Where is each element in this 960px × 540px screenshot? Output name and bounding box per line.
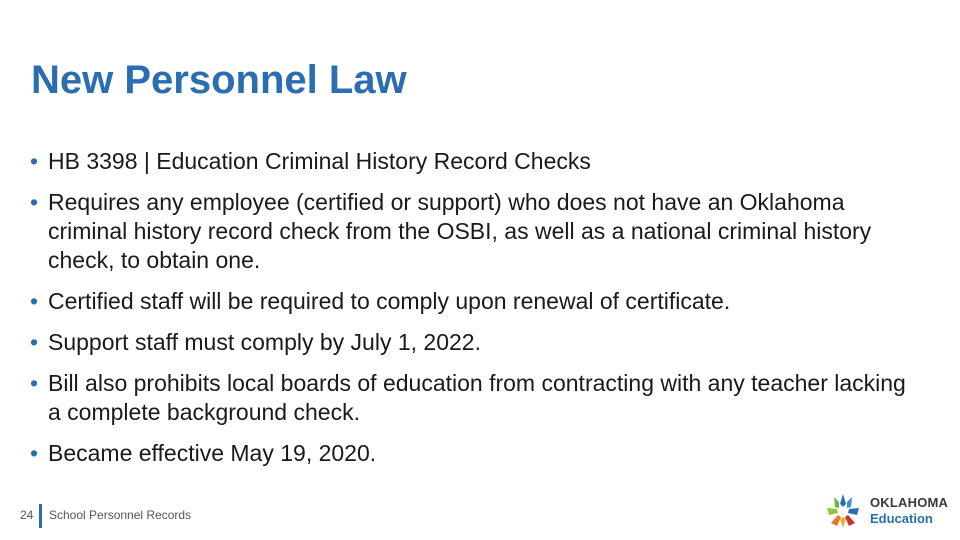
bullet-text: Became effective May 19, 2020. xyxy=(48,440,377,466)
bullet-text: Support staff must comply by July 1, 2022. xyxy=(48,329,481,355)
bullet-list xyxy=(30,147,910,480)
bullet-item xyxy=(30,147,910,176)
bullet-dot: • xyxy=(30,189,39,215)
bullet-text: HB 3398 | Education Criminal History Record Checks xyxy=(48,148,591,174)
bullet-item xyxy=(30,328,910,357)
bullet-dot: • xyxy=(30,288,39,314)
bullet-text: Bill also prohibits local boards of education from contracting with any teacher lacking a complete background check. xyxy=(48,370,906,425)
oklahoma-education-logo-icon xyxy=(822,490,864,532)
footer-section-label: School Personnel Records xyxy=(49,508,192,522)
bullet-item xyxy=(30,369,910,427)
bullet-dot: • xyxy=(30,329,39,355)
logo-text-education: Education xyxy=(870,511,933,526)
page-number: 24 xyxy=(20,508,34,522)
bullet-dot: • xyxy=(30,370,39,396)
bullet-dot: • xyxy=(30,440,39,466)
bullet-text: Certified staff will be required to comply upon renewal of certificate. xyxy=(48,288,731,314)
bullet-item xyxy=(30,439,910,468)
logo-text-oklahoma: OKLAHOMA xyxy=(870,495,949,510)
bullet-item xyxy=(30,287,910,316)
oklahoma-education-logo xyxy=(822,490,947,532)
bullet-text: Requires any employee (certified or support) who does not have an Oklahoma criminal history record check from the OSBI, as well as a national criminal history check, to obtain one. xyxy=(48,189,872,273)
bullet-dot: • xyxy=(30,148,39,174)
slide-title: New Personnel Law xyxy=(31,58,407,102)
footer-divider xyxy=(39,504,42,528)
bullet-item xyxy=(30,188,910,275)
